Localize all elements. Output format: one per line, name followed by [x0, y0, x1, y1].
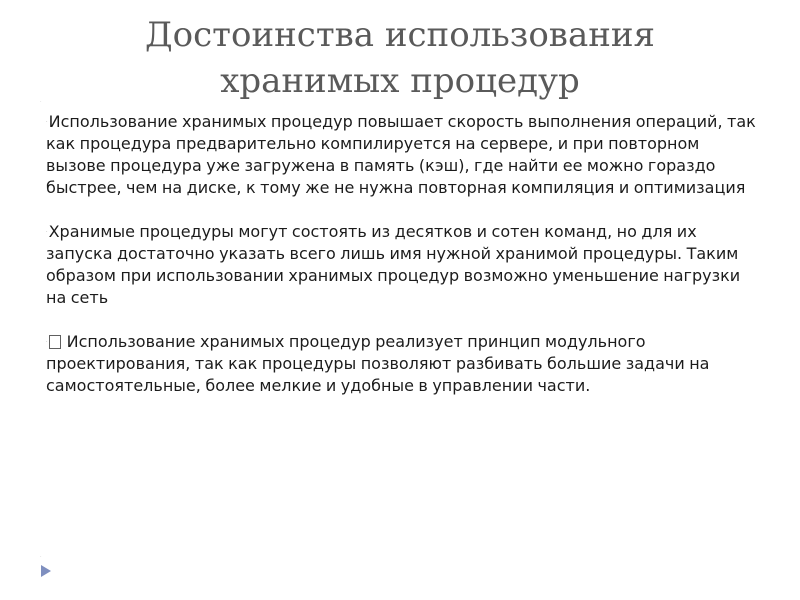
next-slide-button[interactable] [40, 554, 52, 594]
slide-body [46, 111, 758, 419]
title-bullet-marker: · [40, 99, 42, 105]
slide-title-line-2: хранимых процедур [220, 61, 580, 101]
paragraph-text: Использование хранимых процедур повышает скорость выполнения операций, так как процедура предварительно компилируется на сервере, и при повторном вызове процедура уже загружена в память (кэш), где найти ее можно гораздо быстрее, чем на диске, к тому же не нужна повторная компиляция и оптимизация [46, 112, 756, 197]
bullet-marker: · [46, 339, 48, 345]
paragraph-text: Использование хранимых процедур реализует принцип модульного проектирования, так как процедуры позволяют разбивать большие задачи на самостоятельные, более мелкие и удобные в управлении части. [46, 332, 710, 395]
paragraph-modular [46, 331, 758, 397]
paragraph-text: Хранимые процедуры могут состоять из десятков и сотен команд, но для их запуска достаточно указать всего лишь имя нужной хранимой процедуры. Таким образом при использовании хранимых процедур возможно уменьшение нагрузки на сеть [46, 222, 741, 307]
missing-glyph-icon [49, 335, 61, 349]
paragraph-network [46, 221, 758, 309]
slide-title-line-1: Достоинства использования [145, 15, 655, 55]
slide-title [60, 12, 740, 104]
nav-marker: · [40, 554, 42, 560]
next-slide-arrow-icon [41, 565, 51, 577]
paragraph-speed [46, 111, 758, 199]
bullet-marker: · [46, 119, 48, 125]
bullet-marker: · [46, 229, 48, 235]
